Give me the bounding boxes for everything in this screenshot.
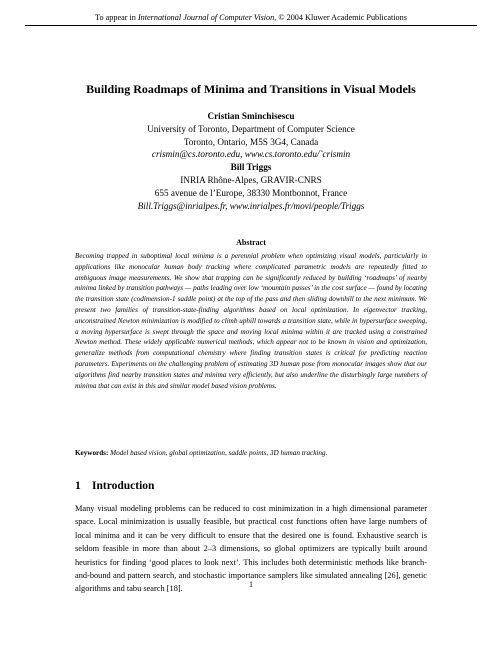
author-name: Bill Triggs bbox=[230, 162, 272, 173]
keywords-label: Keywords: bbox=[75, 449, 109, 457]
author-address: 655 avenue de l’Europe, 38330 Montbonnot, France bbox=[154, 187, 348, 198]
paper-title: Building Roadmaps of Minima and Transitions in Visual Models bbox=[86, 82, 416, 96]
author-block bbox=[40, 110, 462, 212]
header-journal: International Journal of Computer Vision bbox=[137, 13, 275, 22]
author-contact: crismin@cs.toronto.edu, www.cs.toronto.edu/˜crismin bbox=[151, 149, 351, 160]
header-rule bbox=[25, 25, 477, 26]
keywords-text: Model based vision, global optimization, saddle points, 3D human tracking. bbox=[110, 449, 328, 457]
header-suffix: , © 2004 Kluwer Academic Publications bbox=[274, 13, 407, 22]
author-name: Cristian Sminchisescu bbox=[207, 111, 295, 121]
running-header bbox=[0, 13, 502, 23]
author-affiliation: University of Toronto, Department of Computer Science bbox=[147, 123, 355, 134]
section-title: Introduction bbox=[92, 480, 155, 492]
abstract-heading: Abstract bbox=[236, 238, 266, 247]
author-address: Toronto, Ontario, M5S 3G4, Canada bbox=[183, 136, 319, 147]
section-heading bbox=[75, 479, 154, 493]
section-body: Many visual modeling problems can be reduced to cost minimization in a high dimensional parameter space. Local minimization is usually feasible, but practical cost functions often have large numbers of local minima and it can be very difficult to ensure that the desired one is found. Exhaustive search is seldom feasible in more than about 2–3 dimensions, so global optimizers are typically built around heuristics for finding ‘good places to look next’. This includes both deterministic methods like branch-and-bound and pattern search, and stochastic importance samplers like simulated annealing [26], genetic algorithms and tabu search [18]. bbox=[75, 504, 427, 594]
author-contact: Bill.Triggs@inrialpes.fr, www.inrialpes.fr/movi/people/Triggs bbox=[137, 200, 365, 211]
abstract-text: Becoming trapped in suboptimal local minima is a perennial problem when optimizing visual models, particularly in applications like monocular human body tracking where complicated parametric models are repeatedly fitted to ambiguous image measurements. We show that trapping can be significantly reduced by building ‘roadmaps’ of nearby minima linked by transition pathways — paths leading over low ‘mountain passes’ in the cost surface — found by locating the transition state (codimension-1 saddle point) at the top of the pass and then sliding downhill to the next minimum. We present two families of transition-state-finding algorithms based on local optimization. In eigenvector tracking, unconstrained Newton minimization is modified to climb uphill towards a transition state, while in hypersurface sweeping, a moving hypersurface is swept through the space and moving local minima within it are tracked using a constrained Newton method. These widely applicable numerical methods, which appear not to be known in vision and optimization, generalize methods from computational chemistry where finding transition states is critical for predicting reaction parameters. Experiments on the challenging problem of estimating 3D human pose from monocular images show that our algorithms find nearby transition states and minima very efficiently, but also underline the disturbingly large numbers of minima that can exist in this and similar model based vision problems. bbox=[75, 252, 427, 390]
page-number: 1 bbox=[249, 580, 253, 589]
section-number: 1 bbox=[75, 480, 81, 492]
header-prefix: To appear in bbox=[95, 13, 138, 22]
author-affiliation: INRIA Rhône-Alpes, GRAVIR-CNRS bbox=[180, 174, 322, 185]
keywords bbox=[75, 448, 427, 458]
